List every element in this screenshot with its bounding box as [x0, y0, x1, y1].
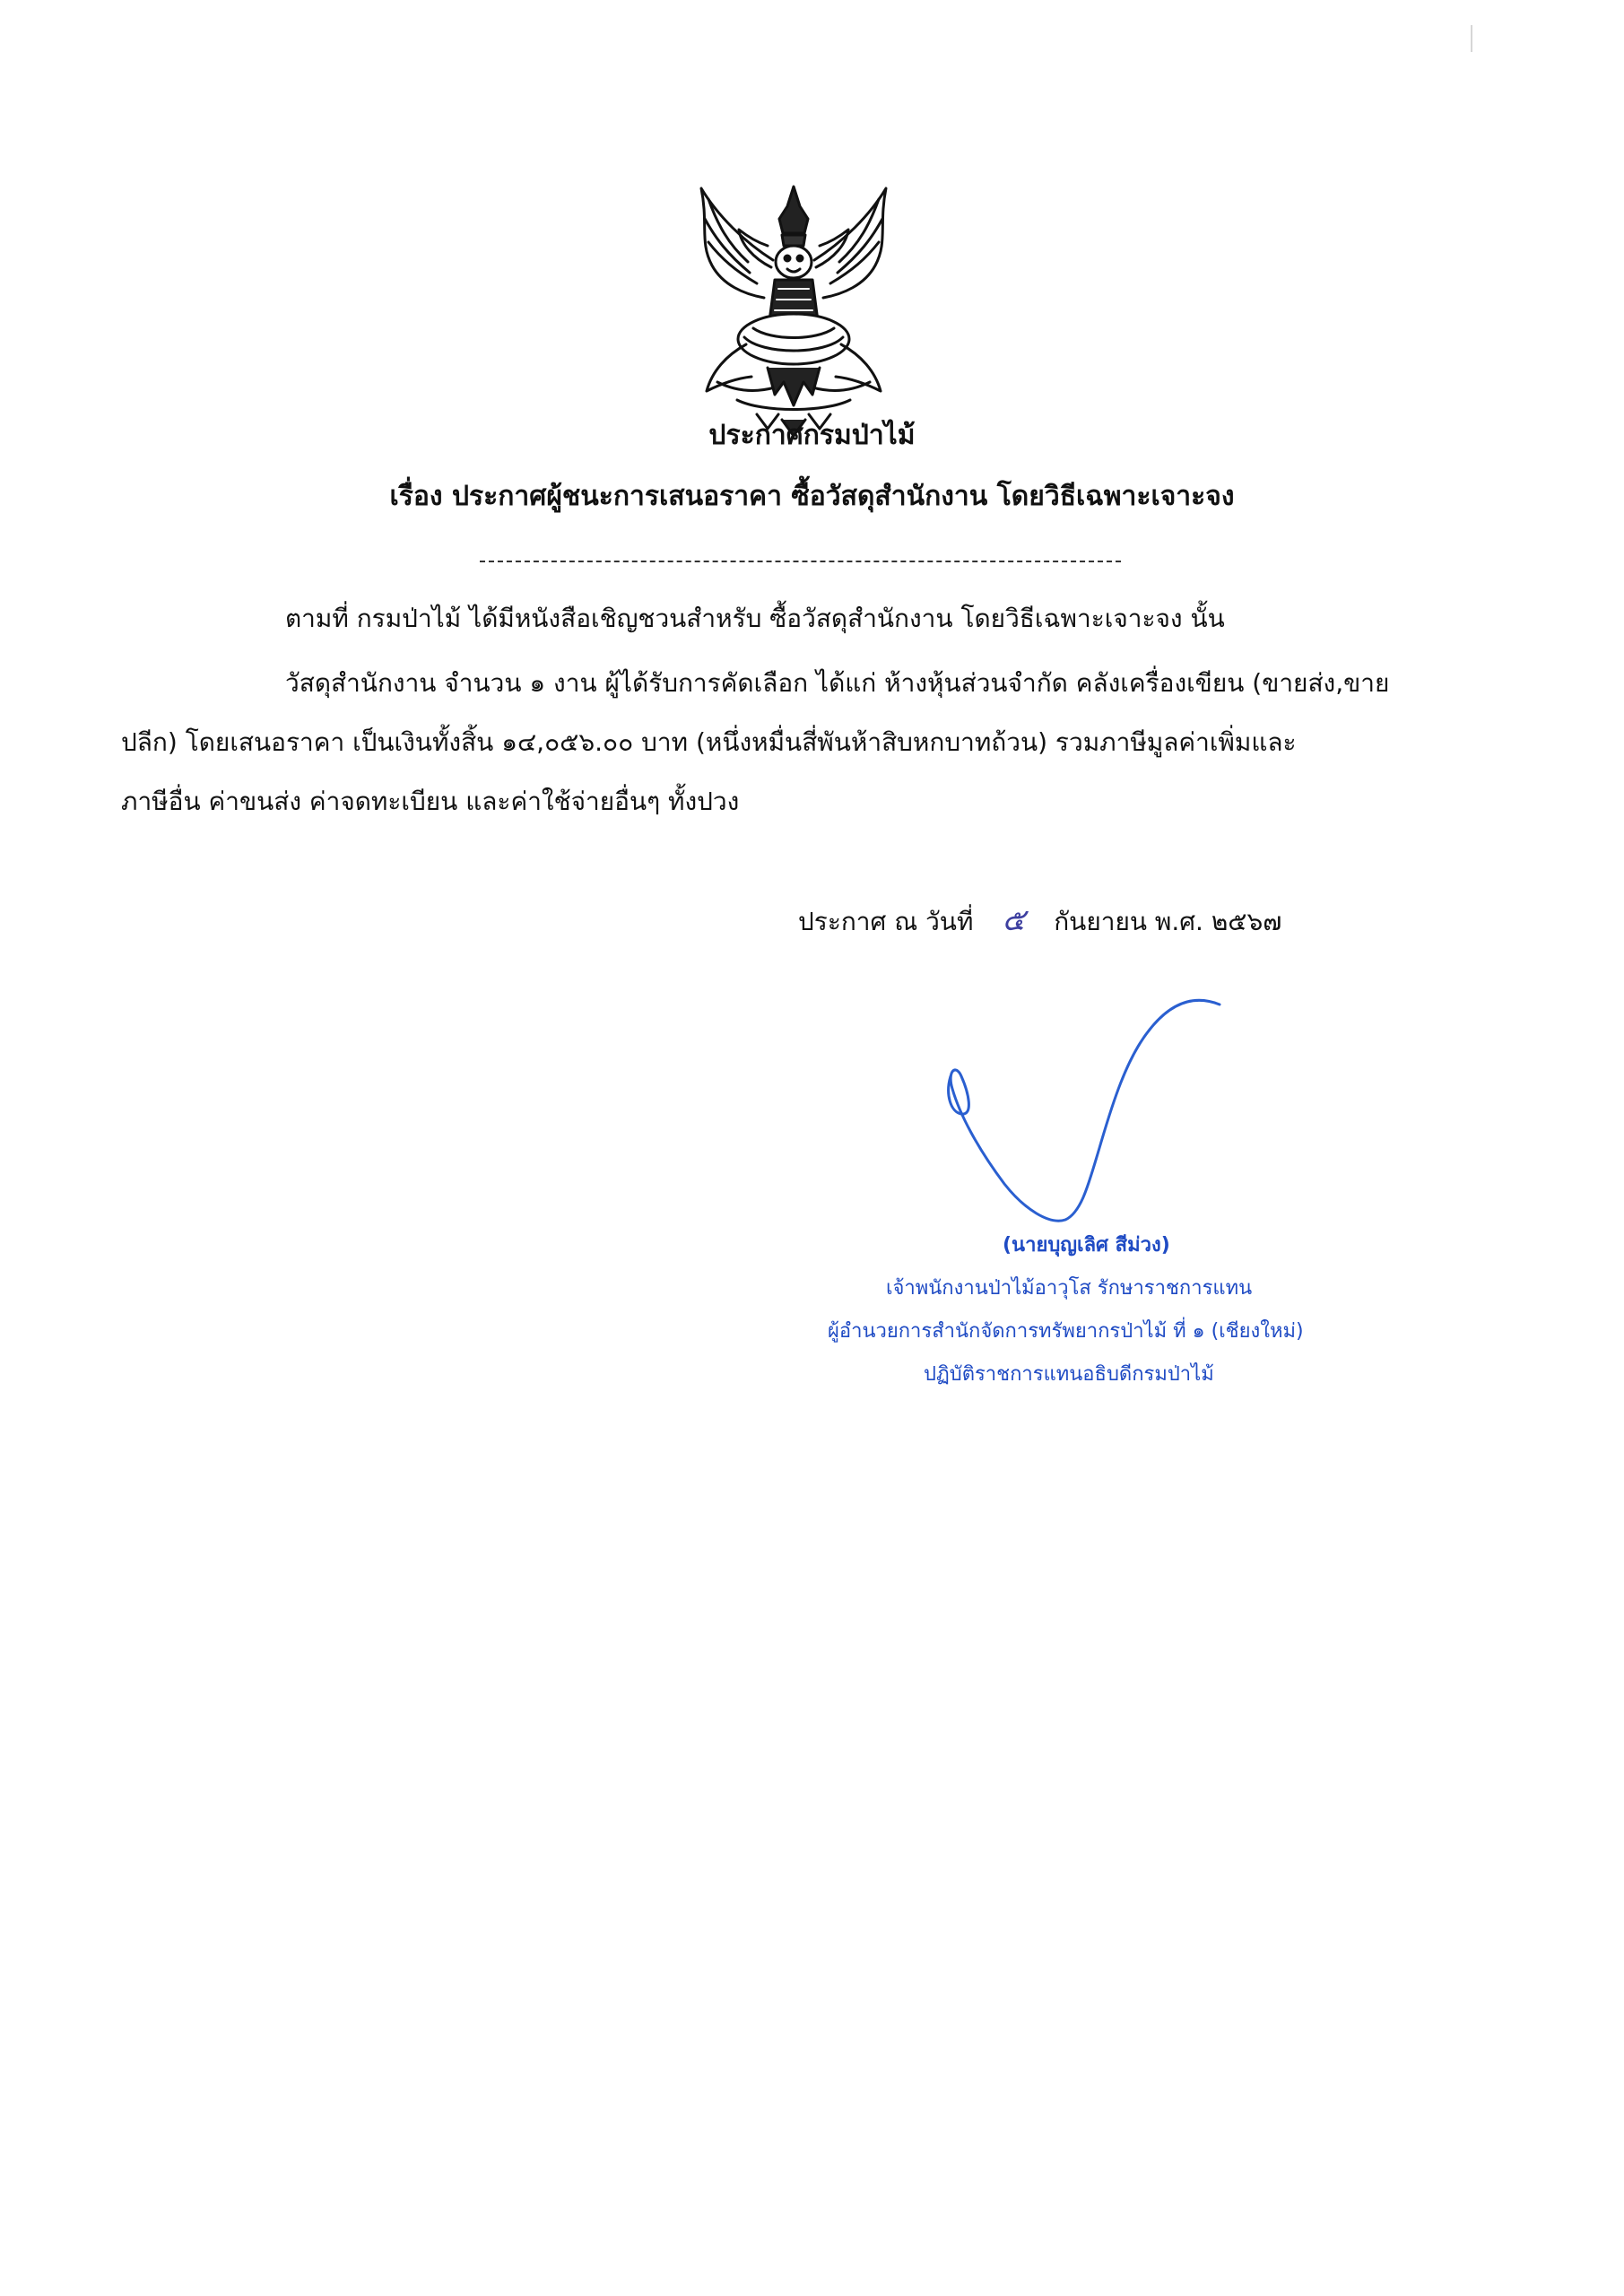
- body-paragraph-2-line-3: ภาษีอื่น ค่าขนส่ง ค่าจดทะเบียน และค่าใช้จ่ายอื่นๆ ทั้งปวง: [121, 787, 740, 816]
- divider-line: [480, 561, 1121, 562]
- announcement-subject: เรื่อง ประกาศผู้ชนะการเสนอราคา ซื้อวัสดุสำนักงาน โดยวิธีเฉพาะเจาะจง: [389, 481, 1235, 512]
- date-day-handwritten: ๕: [1002, 902, 1026, 938]
- announcement-title: ประกาศกรมป่าไม้: [708, 420, 916, 451]
- signatory-position-2: ผู้อำนวยการสำนักจัดการทรัพยากรป่าไม้ ที่ ๑ (เชียงใหม่): [828, 1320, 1304, 1343]
- body-paragraph-2-line-2: ปลีก) โดยเสนอราคา เป็นเงินทั้งสิ้น ๑๔,๐๕๖.๐๐ บาท (หนึ่งหมื่นสี่พันห้าสิบหกบาทถ้วน) รวมภาษีมูลค่าเพิ่มและ: [121, 727, 1297, 757]
- body-paragraph-2-line-1: วัสดุสำนักงาน จำนวน ๑ งาน ผู้ได้รับการคัดเลือก ได้แก่ ห้างหุ้นส่วนจำกัด คลังเครื่องเขียน (ขายส่ง,ขาย: [285, 668, 1390, 698]
- signatory-position-1: เจ้าพนักงานป่าไม้อาวุโส รักษาราชการแทน: [886, 1277, 1253, 1300]
- date-month-year: กันยายน พ.ศ. ๒๕๖๗: [1054, 907, 1282, 936]
- body-paragraph-1: ตามที่ กรมป่าไม้ ได้มีหนังสือเชิญชวนสำหรับ ซื้อวัสดุสำนักงาน โดยวิธีเฉพาะเจาะจง นั้น: [285, 604, 1225, 633]
- garuda-emblem-icon: [682, 179, 906, 439]
- handwritten-signature: [924, 978, 1264, 1265]
- scan-edge-mark: [1471, 25, 1472, 52]
- announcement-date: [798, 900, 1281, 942]
- signatory-position-3: ปฏิบัติราชการแทนอธิบดีกรมป่าไม้: [924, 1363, 1214, 1386]
- signatory-name: (นายบุญเลิศ สีม่วง): [1003, 1234, 1170, 1257]
- date-prefix: ประกาศ ณ วันที่: [798, 907, 974, 936]
